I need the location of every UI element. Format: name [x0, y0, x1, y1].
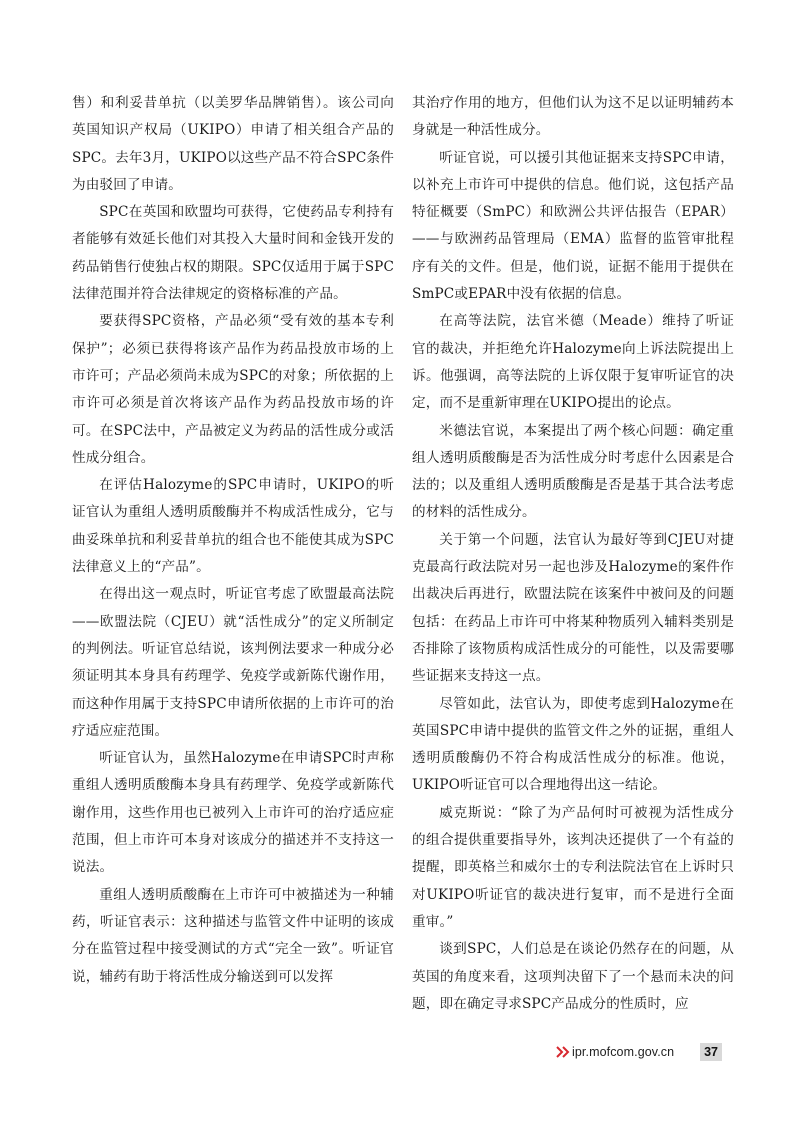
- paragraph: 要获得SPC资格，产品必须“受有效的基本专利保护”；必须已获得将该产品作为药品投放市场的上市许可；产品必须尚未成为SPC的对象；所依据的上市许可必须是首次将该产品作为药品投放市场的许可。在SPC法中，产品被定义为药品的活性成分或活性成分组合。: [72, 313, 394, 466]
- paragraph: 听证官说，可以援引其他证据来支持SPC申请，以补充上市许可中提供的信息。他们说，这包括产品特征概要（SmPC）和欧洲公共评估报告（EPAR）——与欧洲药品管理局（EMA）监督的监管审批程序有关的文件。但是，他们说，证据不能用于提供在SmPC或EPAR中没有依据的信息。: [412, 149, 734, 303]
- paragraph: 在高等法院，法官米德（Meade）维持了听证官的裁决，并拒绝允许Halozyme向上诉法院提出上诉。他强调，高等法院的上诉仅限于复审听证官的决定，而不是重新审理在UKIPO提出的论点。: [412, 313, 734, 412]
- paragraph: 在评估Halozyme的SPC申请时，UKIPO的听证官认为重组人透明质酸酶并不构成活性成分，它与曲妥珠单抗和利妥昔单抗的组合也不能使其成为SPC法律意义上的“产品”。: [72, 477, 394, 576]
- paragraph: 关于第一个问题，法官认为最好等到CJEU对捷克最高行政法院对另一起也涉及Halozyme的案件作出裁决后再进行，欧盟法院在该案件中被问及的问题包括：在药品上市许可中将某种物质列入辅料类别是否排除了该物质构成活性成分的可能性，以及需要哪些证据来支持这一点。: [412, 531, 734, 685]
- paragraph: 谈到SPC，人们总是在谈论仍然存在的问题，从英国的角度来看，这项判决留下了一个悬而未决的问题，即在确定寻求SPC产品成分的性质时，应: [412, 941, 734, 1012]
- paragraph: 威克斯说：“除了为产品何时可被视为活性成分的组合提供重要指导外，该判决还提供了一个有益的提醒，即英格兰和威尔士的专利法院法官在上诉时只对UKIPO听证官的裁决进行复审，而不是进行全面重审。”: [412, 804, 734, 930]
- page-footer: [556, 1043, 722, 1061]
- paragraph: 在得出这一观点时，听证官考虑了欧盟最高法院——欧盟法院（CJEU）就“活性成分”的定义所制定的判例法。听证官总结说，该判例法要求一种成分必须证明其本身具有药理学、免疫学或新陈代谢作用，而这种作用属于支持SPC申请所依据的上市许可的治疗适应症范围。: [72, 586, 394, 739]
- paragraph: 售）和利妥昔单抗（以美罗华品牌销售）。该公司向英国知识产权局（UKIPO）申请了相关组合产品的SPC。去年3月，UKIPO以这些产品不符合SPC条件为由驳回了申请。: [72, 95, 394, 193]
- website-link[interactable]: ipr.mofcom.gov.cn: [572, 1045, 675, 1059]
- paragraph: 米德法官说，本案提出了两个核心问题：确定重组人透明质酸酶是否为活性成分时考虑什么因素是合法的；以及重组人透明质酸酶是否是基于其合法考虑的材料的活性成分。: [412, 422, 734, 521]
- right-column: [412, 90, 734, 1018]
- page-number: 37: [700, 1043, 722, 1061]
- left-column: [72, 90, 394, 991]
- paragraph: 其治疗作用的地方，但他们认为这不足以证明辅药本身就是一种活性成分。: [412, 95, 734, 139]
- paragraph: SPC在英国和欧盟均可获得，它使药品专利持有者能够有效延长他们对其投入大量时间和金钱开发的药品销售行使独占权的期限。SPC仅适用于属于SPC法律范围并符合法律规定的资格标准的产品。: [72, 204, 394, 303]
- paragraph: 听证官认为，虽然Halozyme在申请SPC时声称重组人透明质酸酶本身具有药理学、免疫学或新陈代谢作用，这些作用也已被列入上市许可的治疗适应症范围，但上市许可本身对该成分的描述并不支持这一说法。: [72, 750, 394, 876]
- paragraph: 尽管如此，法官认为，即使考虑到Halozyme在英国SPC申请中提供的监管文件之外的证据，重组人透明质酸酶仍不符合构成活性成分的标准。他说，UKIPO听证官可以合理地得出这一结论。: [412, 695, 734, 794]
- paragraph: 重组人透明质酸酶在上市许可中被描述为一种辅药，听证官表示：这种描述与监管文件中证明的该成分在监管过程中接受测试的方式“完全一致”。听证官说，辅药有助于将活性成分输送到可以发挥: [72, 886, 394, 985]
- double-chevron-right-icon: [556, 1046, 570, 1058]
